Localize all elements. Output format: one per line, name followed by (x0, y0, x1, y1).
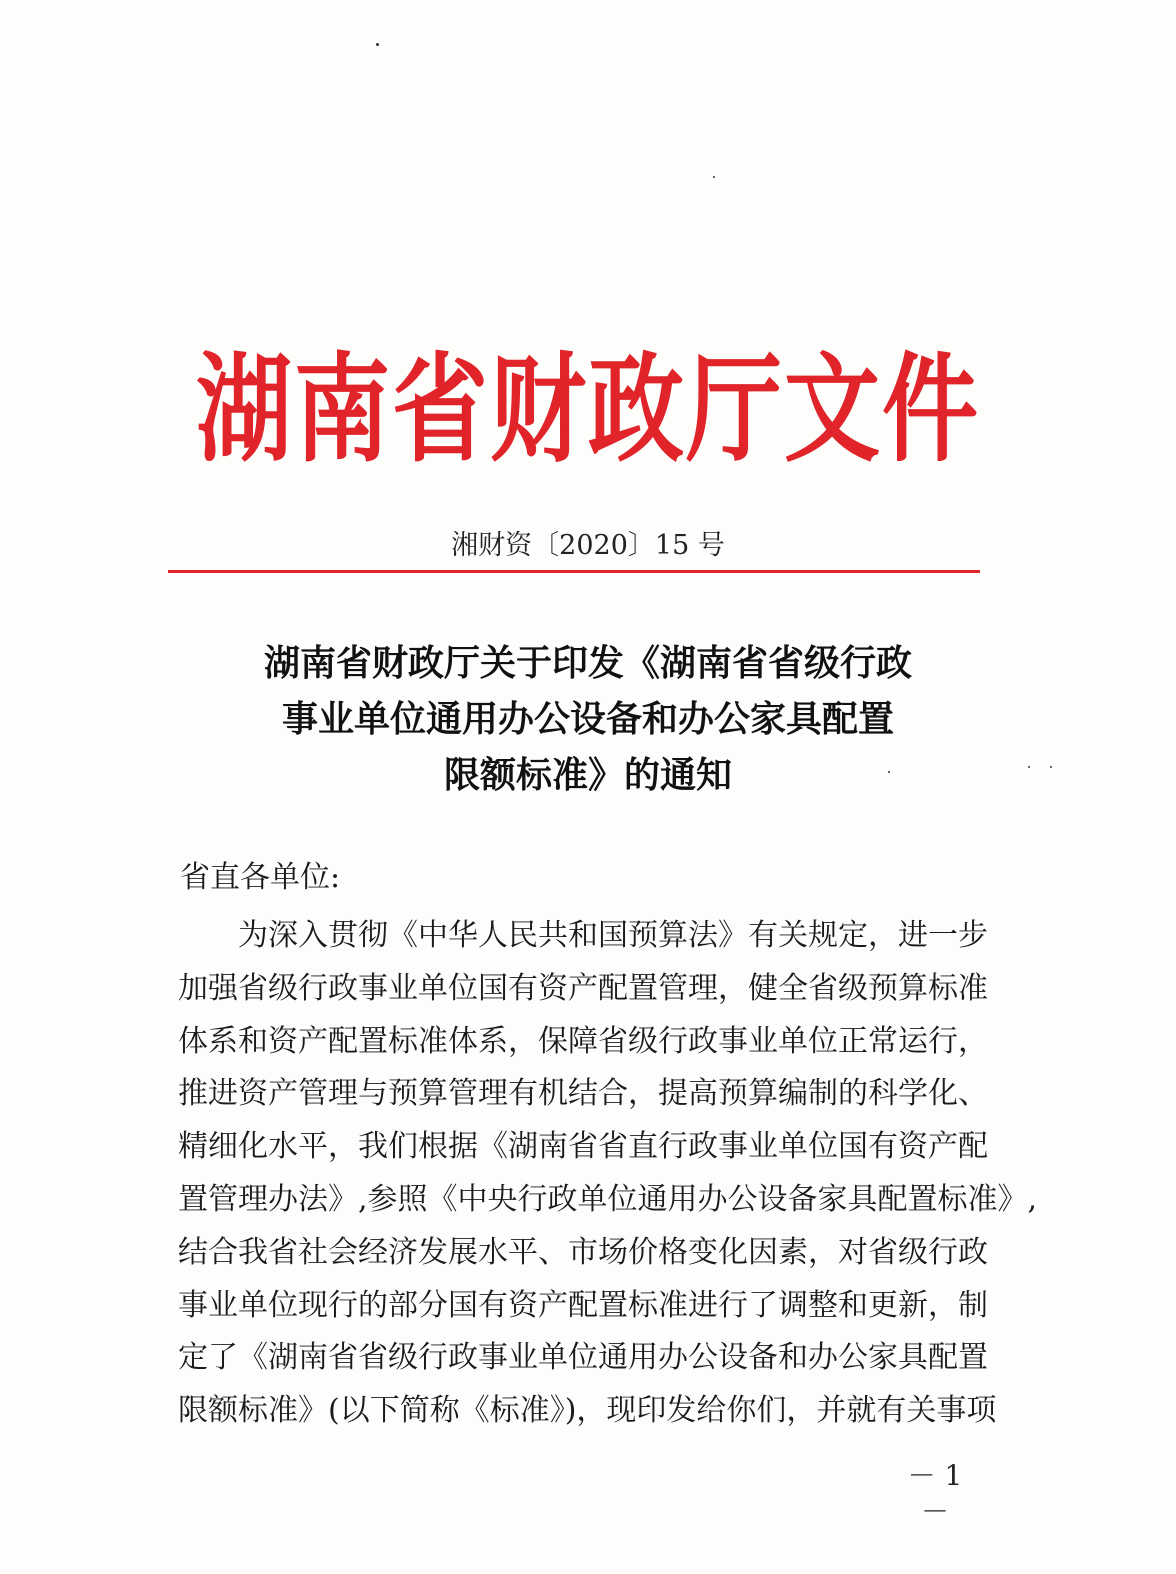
body-line: 限额标准》(以下简称《标准》)，现印发给你们，并就有关事项 (178, 1393, 997, 1429)
body-paragraph (178, 910, 1038, 1438)
body-line: 置管理办法》,参照《中央行政单位通用办公设备家具配置标准》, (178, 1181, 1038, 1217)
body-line: 推进资产管理与预算管理有机结合，提高预算编制的科学化、 (178, 1076, 988, 1112)
body-line: 体系和资产配置标准体系，保障省级行政事业单位正常运行， (178, 1023, 988, 1059)
body-line: 事业单位现行的部分国有资产配置标准进行了调整和更新，制 (178, 1287, 988, 1323)
page-number: － 1 － (907, 1459, 963, 1528)
body-line: 为深入贯彻《中华人民共和国预算法》有关规定，进一步 (178, 918, 988, 953)
red-divider-line (168, 570, 980, 573)
notice-title-line: 事业单位通用办公设备和办公家具配置 (281, 699, 894, 740)
salutation: 省直各单位: (180, 860, 341, 895)
scan-speck (376, 43, 379, 46)
scan-speck (713, 176, 715, 178)
notice-title-line: 限额标准》的通知 (443, 755, 732, 796)
body-line: 加强省级行政事业单位国有资产配置管理，健全省级预算标准 (178, 970, 988, 1006)
notice-title-line: 湖南省财政厅关于印发《湖南省省级行政 (263, 643, 912, 684)
body-line: 精细化水平，我们根据《湖南省省直行政事业单位国有资产配 (178, 1129, 988, 1165)
body-line: 定了《湖南省省级行政事业单位通用办公设备和办公家具配置 (178, 1340, 988, 1376)
document-number: 湘财资〔2020〕15 号 (451, 530, 725, 561)
notice-title (0, 636, 1176, 804)
issuer-letterhead: 湖南省财政厅文件 (196, 339, 980, 478)
body-line: 结合我省社会经济发展水平、市场价格变化因素，对省级行政 (178, 1234, 988, 1270)
